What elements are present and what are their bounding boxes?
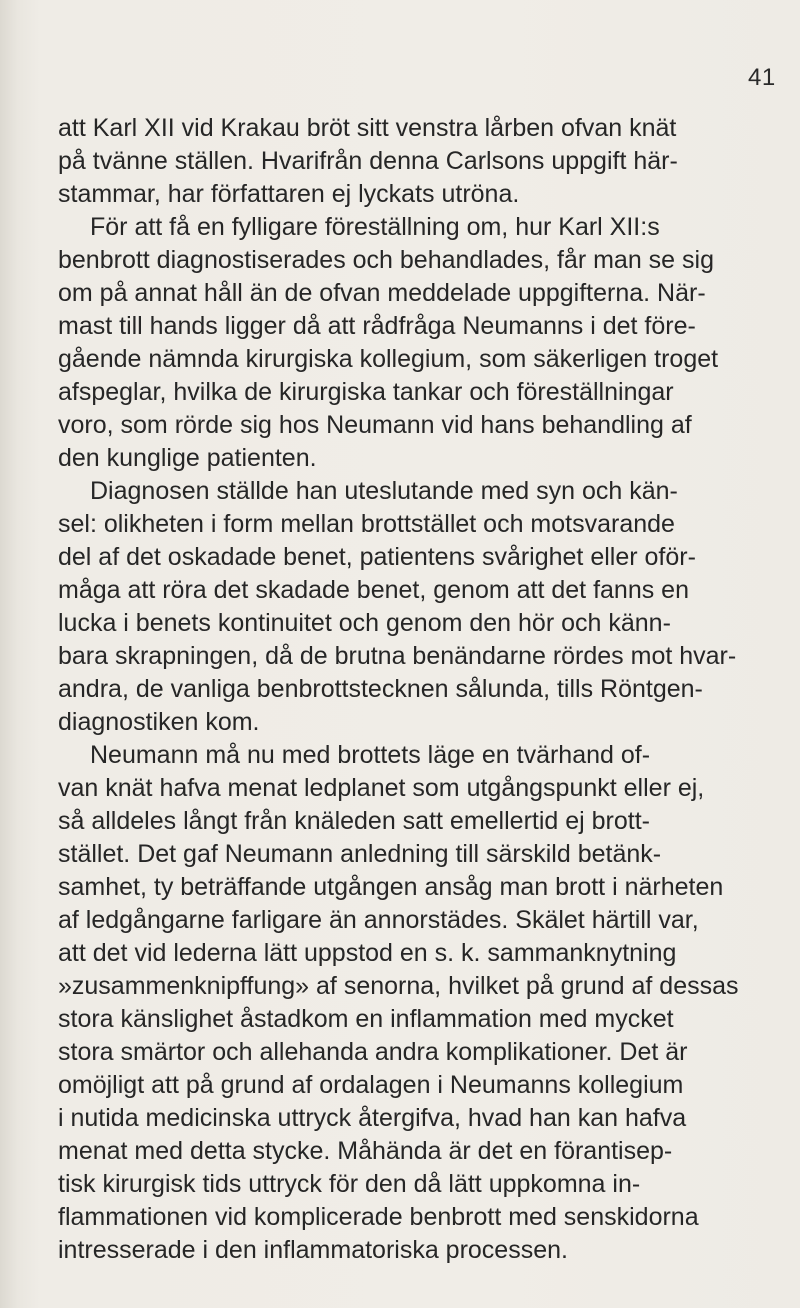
text-line: lucka i benets kontinuitet och genom den hör och känn-	[58, 609, 671, 637]
text-line: mast till hands ligger då att rådfråga Neumanns i det före-	[58, 312, 696, 340]
text-line: måga att röra det skadade benet, genom att det fanns en	[58, 576, 689, 604]
text-line: del af det oskadade benet, patientens svårighet eller oför-	[58, 543, 696, 571]
text-line: andra, de vanliga benbrottstecknen sålunda, tills Röntgen-	[58, 675, 703, 703]
text-line: den kunglige patienten.	[58, 444, 317, 472]
text-line: stammar, har författaren ej lyckats utröna.	[58, 180, 520, 208]
text-line: intresserade i den inflammatoriska processen.	[58, 1236, 568, 1264]
text-line: van knät hafva menat ledplanet som utgångspunkt eller ej,	[58, 774, 705, 802]
text-line: Neumann må nu med brottets läge en tvärhand of-	[90, 741, 651, 769]
text-line: att Karl XII vid Krakau bröt sitt venstra lårben ofvan knät	[58, 114, 677, 142]
page-number: 41	[748, 64, 776, 91]
body-text	[58, 112, 758, 1267]
text-line: diagnostiken kom.	[58, 708, 260, 736]
text-line: För att få en fylligare föreställning om, hur Karl XII:s	[90, 213, 660, 241]
text-line: benbrott diagnostiserades och behandlades, får man se sig	[58, 246, 714, 274]
text-line: gående nämnda kirurgiska kollegium, som säkerligen troget	[58, 345, 719, 373]
text-line: menat med detta stycke. Måhända är det en förantisep-	[58, 1137, 673, 1165]
text-line: om på annat håll än de ofvan meddelade uppgifterna. När-	[58, 279, 706, 307]
text-line: stora smärtor och allehanda andra komplikationer. Det är	[58, 1038, 688, 1066]
text-line: voro, som rörde sig hos Neumann vid hans behandling af	[58, 411, 692, 439]
text-line: omöjligt att på grund af ordalagen i Neumanns kollegium	[58, 1071, 684, 1099]
text-line: bara skrapningen, då de brutna benändarne rördes mot hvar-	[58, 642, 737, 670]
text-line: stället. Det gaf Neumann anledning till särskild betänk-	[58, 840, 662, 868]
text-line: sel: olikheten i form mellan brottstället och motsvarande	[58, 510, 675, 538]
text-line: samhet, ty beträffande utgången ansåg man brott i närheten	[58, 873, 724, 901]
text-line: stora känslighet åstadkom en inflammation med mycket	[58, 1005, 674, 1033]
text-line: så alldeles långt från knäleden satt emellertid ej brott-	[58, 807, 650, 835]
text-line: på tvänne ställen. Hvarifrån denna Carlsons uppgift här-	[58, 147, 678, 175]
text-line: af ledgångarne farligare än annorstädes. Skälet härtill var,	[58, 906, 699, 934]
text-line: i nutida medicinska uttryck återgifva, hvad han kan hafva	[58, 1104, 687, 1132]
text-line: Diagnosen ställde han uteslutande med syn och kän-	[90, 477, 678, 505]
text-line: flammationen vid komplicerade benbrott med senskidorna	[58, 1203, 699, 1231]
text-line: »zusammenknipffung» af senorna, hvilket på grund af dessas	[58, 972, 739, 1000]
text-line: afspeglar, hvilka de kirurgiska tankar och föreställningar	[58, 378, 674, 406]
text-line: tisk kirurgisk tids uttryck för den då lätt uppkomna in-	[58, 1170, 641, 1198]
text-line: att det vid lederna lätt uppstod en s. k. sammanknytning	[58, 939, 677, 967]
